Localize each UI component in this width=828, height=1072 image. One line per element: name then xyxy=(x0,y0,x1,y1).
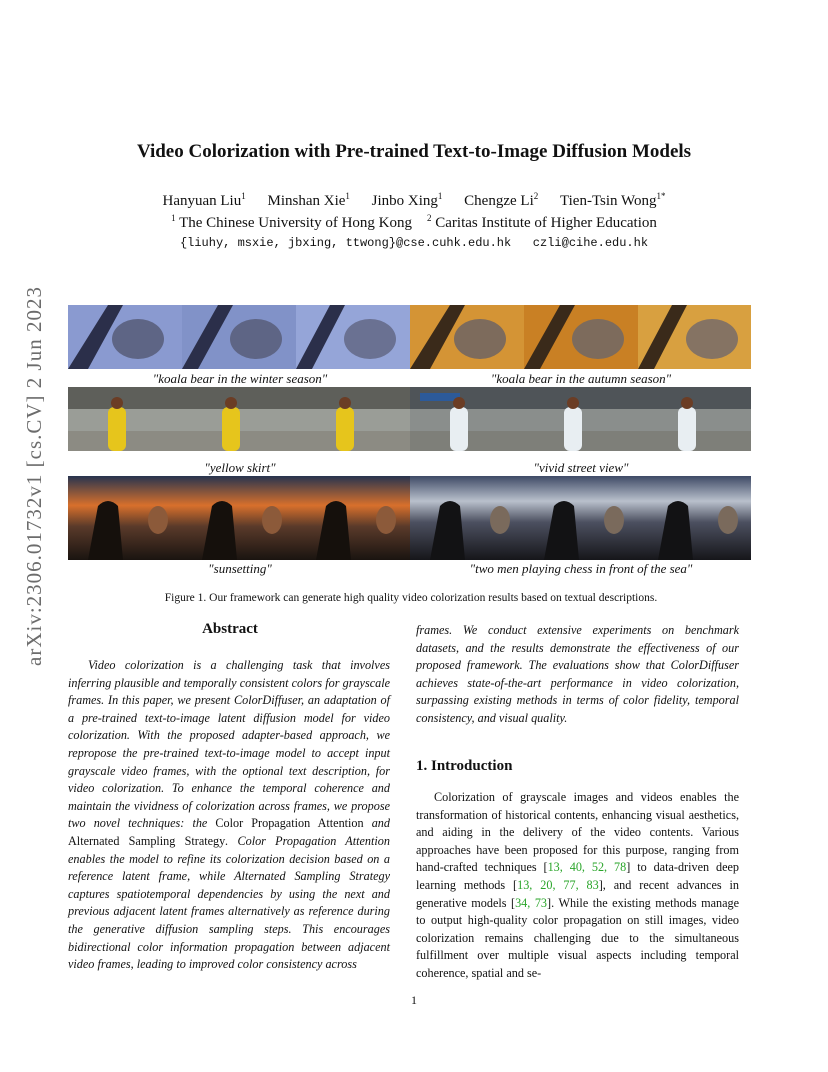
author-list xyxy=(0,191,828,210)
citation-link[interactable]: 34, 73 xyxy=(515,895,548,910)
author: Minshan Xie$^1$ xyxy=(267,191,350,209)
citation-link[interactable]: 13, 20, 77, 83 xyxy=(517,877,599,892)
author: Tien-Tsin Wong$^{1*}$ xyxy=(559,191,666,209)
koala-autumn-image xyxy=(410,305,751,369)
arxiv-stamp: arXiv:2306.01732v1 [cs.CV] 2 Jun 2023 xyxy=(22,286,46,666)
affiliations xyxy=(0,213,828,232)
author-emails: {liuhy, msxie, jbxing, ttwong}@cse.cuhk.edu.hk czli@cihe.edu.hk xyxy=(179,236,649,250)
citation-link[interactable]: 13, 40, 52, 78 xyxy=(547,860,627,875)
sunsetting-frames xyxy=(68,476,410,560)
vivid-street-frames xyxy=(410,387,751,451)
caption-sunsetting: "sunsetting" xyxy=(208,561,272,576)
affiliation: $^2$ Caritas Institute of Higher Education xyxy=(427,213,657,231)
caption-koala-winter: "koala bear in the winter season" xyxy=(152,371,328,386)
author: Jinbo Xing$^1$ xyxy=(371,191,443,209)
abstract-continued: frames. We conduct extensive experiments on benchmark datasets, and the results demonstrate the effectiveness of our proposed framework. The evaluations show that ColorDiffuser achieves state-of-the-art performance in video colorization, surpassing existing methods in terms of color fidelity, temporal consistency, and visual quality. xyxy=(416,623,739,725)
author: Hanyuan Liu$^1$ xyxy=(162,191,246,209)
koala-winter-image xyxy=(68,305,410,369)
figure-caption: Figure 1. Our framework can generate high quality video colorization results based on textual descriptions. xyxy=(164,592,658,604)
affiliation: $^1$ The Chinese University of Hong Kong xyxy=(171,213,412,231)
introduction-text: Colorization of grayscale images and videos enables the transformation of historical contents, enhancing visual aesthetics, and aiding in the delivery of the video contents. Various approaches have been proposed for this purpose, ranging from hand-crafted techniques [13, 40, 52, 78] to data-driven deep learning methods [13, 20, 77, 83], and recent advances in generative models [34, 73]. While the existing methods manage to output high-quality color propagation on still images, video colorization remains challenging due to the simultaneous fulfillment over multiple visual aspects including temporal coherence, spatial and se- xyxy=(416,790,740,980)
yellow-skirt-frames xyxy=(68,387,410,451)
page-number: 1 xyxy=(411,993,417,1007)
vivid-street-image xyxy=(410,387,751,451)
caption-chess-sea: "two men playing chess in front of the sea" xyxy=(469,561,693,576)
caption-koala-autumn: "koala bear in the autumn season" xyxy=(490,371,672,386)
chess-sea-frames xyxy=(410,476,751,560)
abstract-text: Video colorization is a challenging task that involves inferring plausible and temporally consistent colors for grayscale frames. In this paper, we present ColorDiffuser, an adaptation of a pre-trained text-to-image latent diffusion model for video colorization. With the proposed adapter-based approach, we repropose the pre-trained text-to-image model to accept input grayscale video frames, with the optional text description, for video colorization. To enhance the temporal coherence and maintain the vividness of colorization across frames, we propose two novel techniques: the Color Propagation Attention and Alternated Sampling Strategy. Color Propagation Attention enables the model to refine its colorization decision based on a reference latent frame, while Alternated Sampling Strategy captures spatiotemporal dependencies by using the next and previous adjacent latent frames alternatively as reference during the generative diffusion sampling steps. This encourages bidirectional color information propagation between adjacent video frames, leading to improved color consistency across xyxy=(68,658,390,972)
yellow-skirt-image xyxy=(68,387,410,451)
chess-sea-image xyxy=(410,476,751,560)
koala-autumn-frames xyxy=(410,305,751,369)
abstract-heading: Abstract xyxy=(202,621,258,637)
caption-vivid-street: "vivid street view" xyxy=(533,460,629,475)
introduction-heading: 1. Introduction xyxy=(416,758,513,774)
author: Chengze Li$^2$ xyxy=(464,191,539,209)
koala-winter-frames xyxy=(68,305,410,369)
caption-yellow-skirt: "yellow skirt" xyxy=(204,460,276,475)
sunsetting-image xyxy=(68,476,410,560)
paper-title: Video Colorization with Pre-trained Text-to-Image Diffusion Models xyxy=(136,141,692,162)
